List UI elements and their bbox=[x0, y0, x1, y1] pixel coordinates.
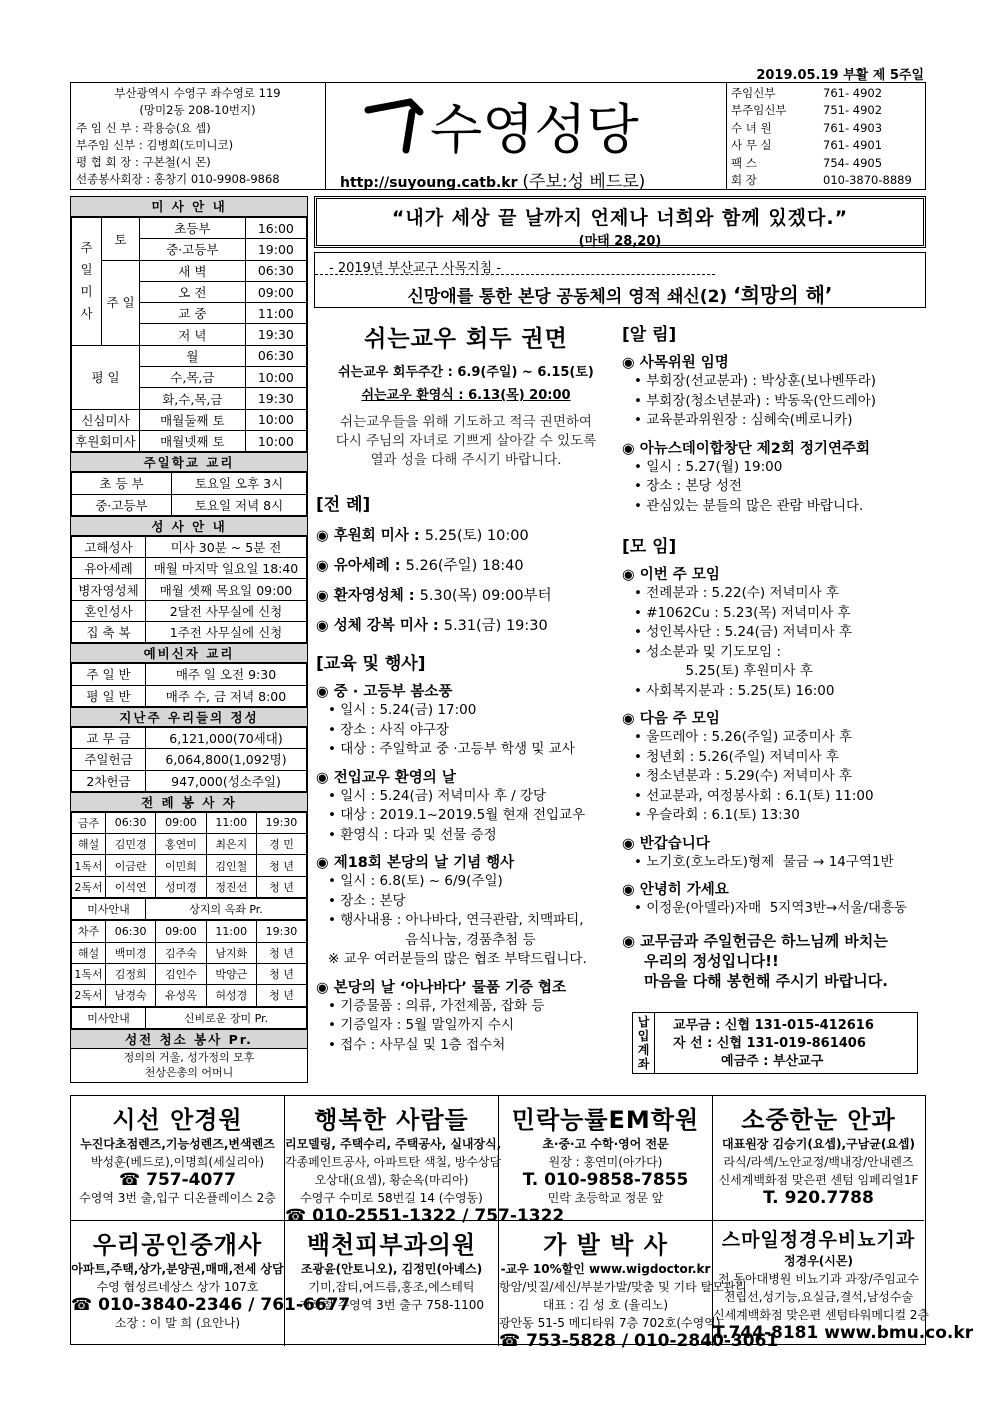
school-class: 초 등 부 bbox=[72, 473, 172, 494]
ad-box bbox=[71, 1096, 285, 1221]
table-cell: 2차헌금 bbox=[72, 770, 146, 791]
event-line: ※ 교우 여러분들의 많은 협조 부탁드립니다. bbox=[328, 951, 587, 967]
table-cell: 1주전 사무실에 신청 bbox=[146, 622, 307, 643]
table-cell: 이민희 bbox=[156, 855, 206, 876]
notice-list bbox=[622, 351, 926, 516]
table-cell: 2독서 bbox=[72, 876, 106, 897]
table-cell: 11:00 bbox=[206, 921, 256, 942]
table-cell: 김주숙 bbox=[156, 942, 206, 963]
ad-line: 초·중·고 수학·영어 전문 bbox=[542, 1137, 669, 1151]
meeting-line: • 전례분과 : 5.22(수) 저녁미사 후 bbox=[634, 585, 839, 601]
pastoral-heading: - 2019년 부산교구 사목지침 - bbox=[315, 253, 715, 275]
table-cell: 평 일 반 bbox=[72, 685, 146, 706]
ad-line: 민락 초등학교 정문 앞 bbox=[547, 1191, 664, 1205]
notice-line: • 부회장(선교분과) : 박상훈(보나벤뚜라) bbox=[634, 373, 877, 389]
liturgy-time: 5.30(목) 09:00부터 bbox=[419, 588, 552, 604]
weekday-label: 평 일 bbox=[72, 345, 140, 409]
event-line: • 환영식 : 다과 및 선물 증정 bbox=[328, 826, 497, 843]
ad-line: 원장 : 홍연미(아가다) bbox=[548, 1155, 663, 1169]
staff-list bbox=[70, 120, 325, 189]
table-cell: 주일헌금 bbox=[72, 749, 146, 770]
event-line: • 대상 : 주일학교 중 ·고등부 학생 및 교사 bbox=[328, 741, 575, 757]
pastoral-year: ‘희망의 해’ bbox=[733, 283, 833, 307]
staff-row: 선종봉사회장 : 홍창기 010-9908-9868 bbox=[76, 172, 280, 187]
ad-box bbox=[713, 1221, 974, 1346]
contact-row bbox=[731, 102, 926, 119]
contact-list bbox=[726, 82, 926, 190]
ad-line: 항암/빗질/세신/부분가발/맞춤 및 기타 탈모관리 bbox=[499, 1280, 747, 1294]
table-cell: 주 일 반 bbox=[72, 664, 146, 685]
table-cell: 09:00 bbox=[156, 921, 206, 942]
meeting-line: • #1062Cu : 5.23(목) 저녁미사 후 bbox=[634, 604, 851, 621]
liturgy-time: 5.31(금) 19:30 bbox=[443, 618, 548, 634]
event-line: • 일시 : 5.24(금) 17:00 bbox=[328, 702, 477, 718]
mass-title: 미 사 안 내 bbox=[71, 197, 307, 217]
mass-table bbox=[71, 217, 307, 452]
pastoral-guideline bbox=[314, 252, 926, 308]
table-cell: 유아세례 bbox=[72, 558, 146, 579]
table-cell: 청 년 bbox=[256, 942, 306, 963]
servers-next-week bbox=[71, 920, 307, 1006]
table-cell: 09:00 bbox=[156, 812, 206, 833]
event-heading: ◉ 본당의 날 ‘아나바다’ 물품 기증 협조 bbox=[316, 979, 567, 996]
sacrament-table bbox=[71, 536, 307, 643]
meeting-title: [모 임] bbox=[622, 537, 677, 557]
table-cell: 이금란 bbox=[106, 855, 156, 876]
contact-label: 주임신부 bbox=[731, 86, 776, 100]
ad-title: 민락능률EM학원 bbox=[511, 1106, 700, 1134]
tithe-message: ◉ 교무금과 주일헌금은 하느님께 바치는 우리의 정성입니다!! 마음을 다해 봉헌해 주시기 바랍니다. bbox=[622, 931, 888, 990]
table-cell: 박양근 bbox=[206, 963, 256, 984]
table-cell: 성미경 bbox=[156, 876, 206, 897]
mass-time: 10:00 bbox=[245, 430, 306, 451]
logo-text: 수영성당 bbox=[430, 98, 639, 161]
liturgy-list bbox=[316, 524, 616, 635]
mass-name: 월 bbox=[140, 345, 246, 366]
ad-title: 시선 안경원 bbox=[112, 1106, 243, 1134]
meeting-line: • 이정운(아델라)자매 5지역3반→서울/대흥동 bbox=[634, 900, 908, 916]
mass-time: 19:30 bbox=[245, 324, 306, 345]
ad-line: 수영역 3번 출,입구 디온플레이스 2층 bbox=[79, 1191, 276, 1205]
contact-label: 수 녀 원 bbox=[731, 120, 772, 135]
table-cell: 1독서 bbox=[72, 855, 106, 876]
school-time: 토요일 저녁 8시 bbox=[172, 494, 307, 515]
meeting-list bbox=[622, 563, 926, 919]
table-cell: 김인철 bbox=[206, 855, 256, 876]
ad-box bbox=[285, 1221, 499, 1346]
account-tithe: 교무금 : 신협 131-015-412616 bbox=[673, 1018, 874, 1033]
school-table bbox=[71, 472, 307, 516]
table-cell: 청 년 bbox=[256, 876, 306, 897]
table-cell: 최은지 bbox=[206, 834, 256, 855]
table-cell: 허성경 bbox=[206, 985, 256, 1006]
school-time: 토요일 오후 3시 bbox=[172, 473, 307, 494]
staff-row: 부주임 신부 : 김병희(도미니코) bbox=[76, 137, 234, 152]
ad-line: 박성훈(베드로),이명희(세실리아) bbox=[90, 1155, 265, 1169]
guide-label: 미사안내 bbox=[72, 1007, 146, 1028]
meeting-heading: ◉ 이번 주 모임 bbox=[622, 567, 720, 583]
ad-line: T. 920.7788 bbox=[763, 1188, 874, 1208]
address-line-1: 부산광역시 수영구 좌수영로 119 bbox=[114, 86, 281, 100]
table-cell: 김민경 bbox=[106, 834, 156, 855]
table-cell: 백미경 bbox=[106, 942, 156, 963]
ad-box bbox=[71, 1221, 351, 1346]
table-cell: 19:30 bbox=[256, 921, 306, 942]
cleaning-title: 성전 청소 봉사 Pr. bbox=[71, 1029, 307, 1049]
meeting-line: • 우슬라회 : 6.1(토) 13:30 bbox=[634, 807, 800, 823]
meeting-heading: ◉ 다음 주 모임 bbox=[622, 711, 720, 727]
quote-ref: (마태 28,20) bbox=[578, 234, 662, 249]
contact-number: 754- 4905 bbox=[823, 155, 883, 170]
ad-line: 광안동 51-5 메디타워 7층 702호(수영역) bbox=[499, 1316, 721, 1330]
meeting-heading: ◉ 안녕히 가세요 bbox=[622, 882, 729, 898]
ad-line: 전립선,성기능,요실금,결석,남성수술 bbox=[723, 1290, 914, 1304]
event-line: 음식나눔, 경품추첨 등 bbox=[328, 931, 536, 948]
notice-line: • 관심있는 분들의 많은 관람 바랍니다. bbox=[634, 497, 864, 514]
ad-line: T. 010-9858-7855 bbox=[522, 1170, 689, 1190]
table-cell: 유성옥 bbox=[156, 985, 206, 1006]
mass-time: 16:00 bbox=[245, 218, 306, 239]
notice-line: • 장소 : 본당 성전 bbox=[634, 478, 742, 494]
ad-line: 누진다초점렌즈,기능성렌즈,변색렌즈 bbox=[80, 1137, 275, 1151]
meeting-line: • 선교분과, 여정봉사회 : 6.1(토) 11:00 bbox=[634, 787, 874, 804]
event-line: • 기증물품 : 의류, 가전제품, 잡화 등 bbox=[328, 997, 545, 1014]
ad-line: ☎ 010-2551-1322 / 757-1322 bbox=[285, 1206, 565, 1226]
table-cell: 6,121,000(70세대) bbox=[146, 727, 307, 748]
mass-name: 수,목,금 bbox=[140, 367, 246, 388]
catechism-title: 예비신자 교리 bbox=[71, 643, 307, 663]
contact-number: 761- 4903 bbox=[823, 120, 883, 135]
event-line: • 장소 : 사직 야구장 bbox=[328, 721, 449, 738]
sun-label: 주 일 bbox=[102, 260, 140, 345]
liturgy-time: 5.25(토) 10:00 bbox=[424, 528, 529, 544]
ad-line: 신세계백화점 맞은편 센텀타워메디컬 2층 bbox=[713, 1308, 930, 1322]
notice-line: • 교육분과위원장 : 심혜숙(베로니카) bbox=[634, 412, 853, 428]
ad-line: 신세계백화점 맞은편 센텀 임페리얼1F bbox=[718, 1173, 919, 1187]
table-cell: 차주 bbox=[72, 921, 106, 942]
table-cell: 11:00 bbox=[206, 812, 256, 833]
patron-saint: (주보:성 베드로) bbox=[522, 172, 646, 192]
table-cell: 김인수 bbox=[156, 963, 206, 984]
table-cell: 19:30 bbox=[256, 812, 306, 833]
ad-title: 가 발 박 사 bbox=[543, 1231, 668, 1259]
event-heading: ◉ 제18회 본당의 날 기념 행사 bbox=[316, 855, 515, 871]
table-cell: 미사 30분 ~ 5분 전 bbox=[146, 536, 307, 557]
liturgy-time: 5.26(주일) 18:40 bbox=[405, 558, 524, 574]
mass-time: 09:00 bbox=[245, 281, 306, 302]
sacrament-title: 성 사 안 내 bbox=[71, 516, 307, 536]
mass-day: 매월둘째 토 bbox=[140, 409, 246, 430]
table-cell: 6,064,800(1,092명) bbox=[146, 749, 307, 770]
ad-line: T.744-8181 www.bmu.co.kr bbox=[713, 1323, 974, 1343]
sunday-label: 주 일 미 사 bbox=[72, 218, 102, 346]
event-heading: ◉ 전입교우 환영의 날 bbox=[316, 769, 456, 786]
payment-label: 납입계좌 bbox=[633, 1013, 655, 1073]
liturgy-title: [전 례] bbox=[316, 495, 371, 515]
table-cell: 947,000(성소주일) bbox=[146, 770, 307, 791]
ad-line: ☎ 753-5828 / 010-2840-3061 bbox=[499, 1331, 779, 1351]
notice-line: • 일시 : 5.27(월) 19:00 bbox=[634, 458, 783, 475]
sat-label: 토 bbox=[102, 218, 140, 261]
notice-heading: ◉ 사목위원 임명 bbox=[622, 355, 729, 371]
ad-box bbox=[713, 1096, 924, 1221]
ad-line: 리모델링, 주택수리, 주택공사, 실내장식, bbox=[285, 1137, 502, 1151]
school-title: 주일학교 교리 bbox=[71, 452, 307, 472]
ad-box bbox=[499, 1221, 779, 1351]
contact-row bbox=[731, 137, 926, 154]
advertisements bbox=[70, 1095, 974, 1351]
liturgy-item: ◉ 성체 강복 미사 : 5.31(금) 19:30 bbox=[316, 618, 548, 634]
mass-name: 교 중 bbox=[140, 303, 246, 324]
event-line: • 기증일자 : 5월 말일까지 수시 bbox=[328, 1017, 515, 1033]
ad-line: 각종페인트공사, 아파트탄 색칠, 방수상담 bbox=[285, 1155, 502, 1169]
right-column bbox=[622, 320, 926, 991]
mass-time: 10:00 bbox=[245, 367, 306, 388]
mass-time: 10:00 bbox=[245, 409, 306, 430]
table-cell: 금주 bbox=[72, 812, 106, 833]
offering-title: 지난주 우리들의 정성 bbox=[71, 707, 307, 727]
ad-box bbox=[499, 1096, 713, 1221]
meeting-line: • 사회복지분과 : 5.25(토) 16:00 bbox=[634, 682, 835, 699]
mass-name: 오 전 bbox=[140, 281, 246, 302]
liturgy-item: ◉ 후원회 미사 : 5.25(토) 10:00 bbox=[316, 528, 529, 544]
event-line: • 일시 : 6.8(토) ~ 6/9(주일) bbox=[328, 873, 503, 889]
event-line: • 접수 : 사무실 및 1층 접수처 bbox=[328, 1036, 506, 1053]
parish-url[interactable]: http://suyoung.catb.kr (주보:성 베드로) bbox=[340, 172, 646, 192]
table-cell: 06:30 bbox=[106, 812, 156, 833]
ad-line: 대표 : 김 성 호 (율리노) bbox=[542, 1298, 669, 1312]
notice-title: [알 림] bbox=[622, 325, 677, 345]
contact-number: 010-3870-8889 bbox=[823, 173, 912, 188]
table-cell: 해설 bbox=[72, 834, 106, 855]
rest-title: 쉬는교우 회두 권면 bbox=[364, 326, 568, 352]
contact-number: 761- 4901 bbox=[823, 138, 883, 153]
table-cell: 2독서 bbox=[72, 985, 106, 1006]
meeting-line: • 청소년분과 : 5.29(수) 저녁미사 후 bbox=[634, 768, 853, 784]
ad-line: 아파트,주택,상가,분양권,매매,전세 상담 bbox=[71, 1262, 284, 1276]
notice-heading: ◉ 아뉴스데이합창단 제2회 정기연주회 bbox=[622, 440, 870, 457]
ad-line: 조광윤(안토니오), 김정민(아녜스) bbox=[300, 1262, 483, 1276]
table-cell: 해설 bbox=[72, 942, 106, 963]
contact-label: 회 장 bbox=[731, 173, 757, 188]
notice-line: • 부회장(청소년분과) : 박동욱(안드레아) bbox=[634, 392, 877, 409]
school-class: 중·고등부 bbox=[72, 494, 172, 515]
mass-name: 후원회미사 bbox=[72, 430, 140, 451]
table-cell: 남경숙 bbox=[106, 985, 156, 1006]
mass-name: 새 벽 bbox=[140, 260, 246, 281]
ad-title: 소중한눈 안과 bbox=[741, 1106, 896, 1134]
ad-line: 기미,잡티,여드름,홍조,에스테틱 bbox=[308, 1280, 475, 1294]
guide-value: 신비로운 장미 Pr. bbox=[146, 1007, 307, 1028]
table-cell: 집 축 복 bbox=[72, 622, 146, 643]
staff-row: 주 임 신 부 : 곽용승(요 셉) bbox=[76, 120, 211, 135]
ad-line: ☎ 757-4077 bbox=[119, 1170, 236, 1190]
mass-time: 06:30 bbox=[245, 345, 306, 366]
table-cell: 매월 마지막 일요일 18:40 bbox=[146, 558, 307, 579]
table-cell: 매주 수, 금 저녁 8:00 bbox=[146, 685, 307, 706]
payment-accounts bbox=[632, 1012, 918, 1074]
table-cell: 홍연미 bbox=[156, 834, 206, 855]
meeting-line: • 성인복사단 : 5.24(금) 저녁미사 후 bbox=[634, 624, 853, 640]
rest-body: 쉬는교우들을 위해 기도하고 적극 권면하여 다시 주님의 자녀로 기쁘게 살아갈 수 있도록 열과 성을 다해 주시기 바랍니다. bbox=[335, 414, 597, 468]
mass-time: 19:00 bbox=[245, 239, 306, 260]
contact-row bbox=[731, 172, 926, 189]
left-column bbox=[70, 196, 308, 1083]
guide-label: 미사안내 bbox=[72, 899, 146, 920]
staff-row: 평 협 회 장 : 구본철(시 몬) bbox=[76, 155, 211, 170]
table-cell: 남지화 bbox=[206, 942, 256, 963]
liturgy-item: ◉ 환자영성체 : 5.30(목) 09:00부터 bbox=[316, 588, 552, 604]
contact-number: 761- 4902 bbox=[823, 86, 883, 100]
event-line: • 장소 : 본당 bbox=[328, 892, 406, 909]
ad-line: 오상대(요셉), 황순옥(마리아) bbox=[314, 1173, 469, 1187]
guide-next-week bbox=[71, 1007, 307, 1029]
mass-name: 신심미사 bbox=[72, 409, 140, 430]
meeting-line: • 울뜨레아 : 5.26(주일) 교중미사 후 bbox=[634, 729, 853, 745]
event-line: • 대상 : 2019.1~2019.5월 현재 전입교우 bbox=[328, 807, 586, 823]
ad-line: ☎ 010-3840-2346 / 761-6677 bbox=[71, 1295, 351, 1315]
rest-week: 쉬는교우 회두주간 : 6.9(주일) ~ 6.15(토) bbox=[338, 365, 594, 380]
table-cell: 매주 일 오전 9:30 bbox=[146, 664, 307, 685]
table-cell: 06:30 bbox=[106, 921, 156, 942]
ad-line: 전 동아대병원 비뇨기과 과장/주임교수 bbox=[718, 1272, 919, 1286]
parish-info bbox=[70, 82, 326, 190]
contact-label: 사 무 실 bbox=[731, 138, 772, 153]
issue-date: 2019.05.19 부활 제 5주일 bbox=[756, 68, 924, 83]
mass-name: 화,수,목,금 bbox=[140, 388, 246, 409]
table-cell: 김정희 bbox=[106, 963, 156, 984]
ad-title: 백천피부과의원 bbox=[306, 1231, 477, 1259]
ad-box bbox=[285, 1096, 565, 1226]
mass-name: 저 녁 bbox=[140, 324, 246, 345]
account-charity: 자 선 : 신협 131-019-861406 bbox=[673, 1036, 866, 1051]
ad-title: 우리공인중개사 bbox=[92, 1231, 263, 1259]
table-cell: 청 년 bbox=[256, 985, 306, 1006]
event-line: • 행사내용 : 아나바다, 연극관람, 치맥파티, bbox=[328, 912, 584, 928]
table-cell: 혼인성사 bbox=[72, 600, 146, 621]
table-cell: 1독서 bbox=[72, 963, 106, 984]
pastoral-theme: 신망애를 통한 본당 공동체의 영적 쇄신(2) ‘희망의 해’ bbox=[407, 283, 833, 307]
servers-title: 전 례 봉 사 자 bbox=[71, 792, 307, 812]
events-title: [교육 및 행사] bbox=[316, 654, 426, 674]
table-cell: 청 년 bbox=[256, 963, 306, 984]
table-cell: 이석연 bbox=[106, 876, 156, 897]
guide-value: 상지의 옥좌 Pr. bbox=[146, 899, 307, 920]
middle-column bbox=[316, 320, 616, 1055]
offering-table bbox=[71, 727, 307, 792]
table-cell: 병자영성체 bbox=[72, 579, 146, 600]
address-line-2: (망미2동 208-10번지) bbox=[139, 103, 256, 118]
event-heading: ◉ 중 · 고등부 봄소풍 bbox=[316, 684, 453, 700]
mass-time: 11:00 bbox=[245, 303, 306, 324]
table-cell: 교 무 금 bbox=[72, 727, 146, 748]
table-cell: 매월 셋째 목요일 09:00 bbox=[146, 579, 307, 600]
cleaning-groups: 정의의 거울, 성가정의 모후 천상은총의 어머니 bbox=[123, 1050, 255, 1079]
meeting-heading: ◉ 반갑습니다 bbox=[622, 835, 710, 852]
ad-line: -교우 10%할인 www.wigdoctor.kr bbox=[500, 1262, 711, 1276]
account-holder: 예금주 : 부산교구 bbox=[721, 1054, 824, 1069]
contact-label: 부주임신부 bbox=[731, 103, 787, 118]
ad-title: 행복한 사람들 bbox=[314, 1106, 469, 1134]
meeting-line: 5.25(토) 후원미사 후 bbox=[634, 663, 813, 679]
ad-title: 스마일정경우비뇨기과 bbox=[721, 1229, 916, 1251]
table-cell: 정진선 bbox=[206, 876, 256, 897]
mass-name: 초등부 bbox=[140, 218, 246, 239]
mass-name: 중·고등부 bbox=[140, 239, 246, 260]
table-cell: 2달전 사무실에 신청 bbox=[146, 600, 307, 621]
event-line: • 일시 : 5.24(금) 저녁미사 후 / 강당 bbox=[328, 787, 547, 804]
ad-line: 소장 : 이 말 희 (요안나) bbox=[114, 1316, 241, 1330]
events-list bbox=[316, 680, 616, 1055]
meeting-line: • 성소분과 및 기도모임 : bbox=[634, 643, 782, 660]
contact-label: 팩 스 bbox=[731, 155, 757, 170]
ad-line: 수영구 수미로 58번길 14 (수영동) bbox=[300, 1191, 483, 1205]
meeting-line: • 노기호(호노라도)형제 물금 → 14구역1반 bbox=[634, 853, 894, 870]
ad-line: 라식/라섹/노안교정/백내장/안내렌즈 bbox=[723, 1155, 914, 1169]
contact-row bbox=[731, 85, 926, 102]
catechism-table bbox=[71, 663, 307, 707]
parish-logo bbox=[350, 90, 710, 160]
ad-line: 정경우(시몬) bbox=[784, 1254, 853, 1268]
mass-time: 06:30 bbox=[245, 260, 306, 281]
meeting-line: • 청년회 : 5.26(주일) 저녁미사 후 bbox=[634, 748, 839, 765]
ad-line: 대표원장 김승기(요셉),구남균(요셉) bbox=[722, 1137, 915, 1151]
scripture-quote bbox=[314, 196, 926, 248]
rest-welcome: 쉬는교우 환영식 : 6.13(목) 20:00 bbox=[361, 388, 571, 403]
contact-row bbox=[731, 120, 926, 137]
table-cell: 고해성사 bbox=[72, 536, 146, 557]
servers-this-week bbox=[71, 812, 307, 898]
contact-number: 751- 4902 bbox=[823, 103, 883, 118]
ad-line: 수영 협성르네상스 상가 107호 bbox=[96, 1280, 259, 1294]
contact-row bbox=[731, 155, 926, 172]
liturgy-item: ◉ 유아세례 : 5.26(주일) 18:40 bbox=[316, 558, 524, 574]
mass-time: 19:30 bbox=[245, 388, 306, 409]
table-cell: 경 민 bbox=[256, 834, 306, 855]
table-cell: 청 년 bbox=[256, 855, 306, 876]
quote-text: “내가 세상 끝 날까지 언제나 너희와 함께 있겠다.” bbox=[391, 207, 849, 229]
mass-day: 매월넷째 토 bbox=[140, 430, 246, 451]
guide-this-week bbox=[71, 898, 307, 920]
ad-line: 지하철 수영역 3번 출구 758-1100 bbox=[299, 1298, 484, 1312]
